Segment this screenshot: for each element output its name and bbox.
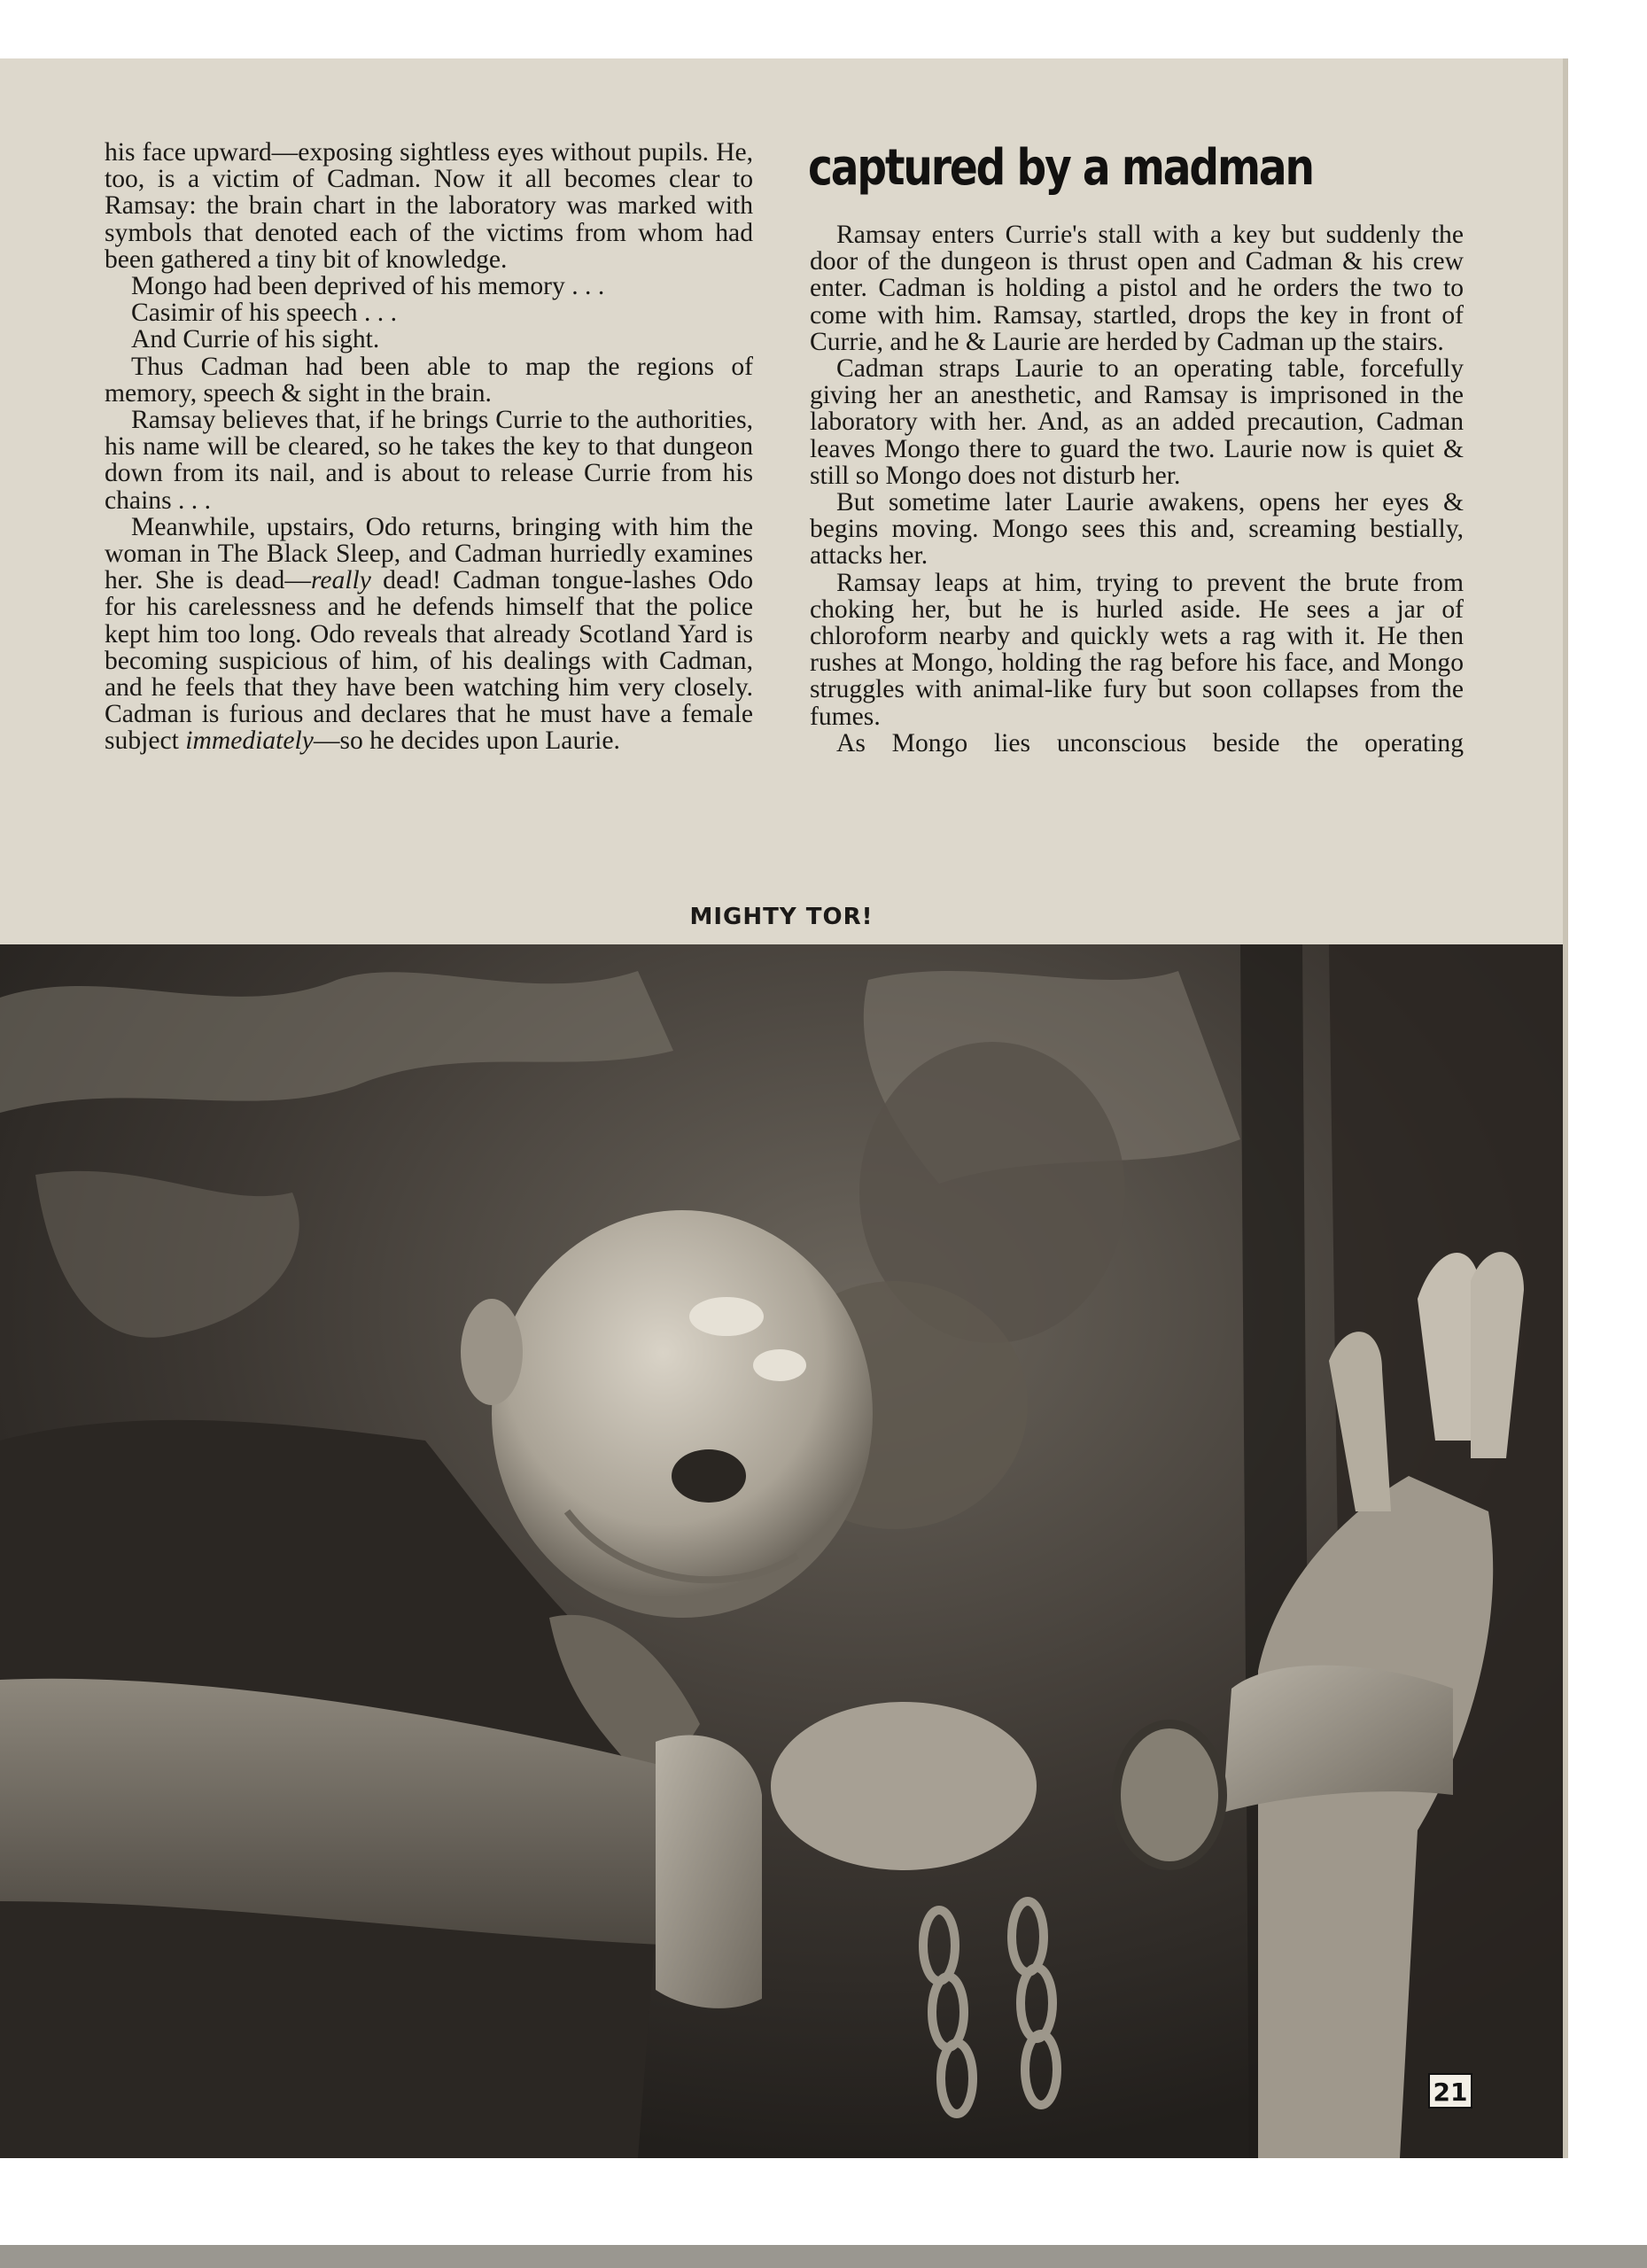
- text-run: dead! Cadman tongue-lashes Odo for his carelessness and he defends himself that the police kept him too long. Odo reveals that already Scotland Yard is becoming suspicious of him, of his dealings with Cadman, and he feels that they have been watching him very closely. Cadman is furious and declares that he must have a female subject: [105, 566, 753, 756]
- article-right-column: [810, 221, 1464, 757]
- emphasis: immediately: [185, 726, 314, 756]
- paragraph: Mongo had been deprived of his memory . . .: [131, 272, 605, 301]
- paragraph: And Currie of his sight.: [131, 325, 380, 354]
- paragraph: Ramsay enters Currie's stall with a key but suddenly the door of the dungeon is thrust open and Cadman & his crew enter. Cadman is holding a pistol and he orders the two to come with him. Ramsay, startled, drops the key in front of Currie, and he & Laurie are herded by Cadman up the stairs.: [810, 221, 1464, 356]
- paragraph: Casimir of his speech . . .: [131, 299, 397, 328]
- text-run: —so he decides upon Laurie.: [313, 726, 620, 756]
- scan-border: [0, 2245, 1647, 2268]
- paragraph: Thus Cadman had been able to map the regions of memory, speech & sight in the brain.: [105, 352, 753, 408]
- paragraph: Ramsay leaps at him, trying to prevent the brute from choking her, but he is hurled aside. He sees a jar of chloroform nearby and quickly wets a rag with it. He then rushes at Mongo, holding the rag before his face, and Mongo struggles with animal-like fury but soon collapses from the fumes.: [810, 568, 1464, 731]
- photo-caption: MIGHTY TOR!: [689, 904, 874, 930]
- paragraph: [105, 514, 753, 755]
- paragraph: Ramsay believes that, if he brings Currie to the authorities, his name will be cleared, so he takes the key to that dungeon down from its nail, and is about to release Currie from his chains . . .: [105, 406, 753, 515]
- article-left-column: [105, 139, 753, 755]
- paragraph: Cadman straps Laurie to an operating table, forcefully giving her an anesthetic, and Ramsay is imprisoned in the laboratory with her. And, as an added precaution, Cadman leaves Mongo there to guard the two. Laurie now is quiet & still so Mongo does not disturb her.: [810, 354, 1464, 490]
- photo: [0, 944, 1563, 2158]
- photo-illustration: [0, 944, 1563, 2158]
- text-run: Meanwhile, upstairs, Odo returns, bringing with him the woman in The Black Sleep, and Cadman hurriedly examines her. She is dead—: [105, 512, 753, 595]
- article-headline: captured by a madman: [808, 139, 1313, 197]
- page-number: 21: [1428, 2073, 1472, 2109]
- paragraph: As Mongo lies unconscious beside the operating: [836, 728, 1464, 757]
- emphasis: really: [310, 566, 371, 595]
- paragraph: his face upward—exposing sightless eyes without pupils. He, too, is a victim of Cadman. Now it all becomes clear to Ramsay: the brain chart in the laboratory was marked with symbols that denoted each of the victims from whom had been gathered a tiny bit of knowledge.: [105, 138, 753, 274]
- paragraph: But sometime later Laurie awakens, opens her eyes & begins moving. Mongo sees this and, screaming bestially, attacks her.: [810, 488, 1464, 571]
- page-edge: [1563, 58, 1568, 2158]
